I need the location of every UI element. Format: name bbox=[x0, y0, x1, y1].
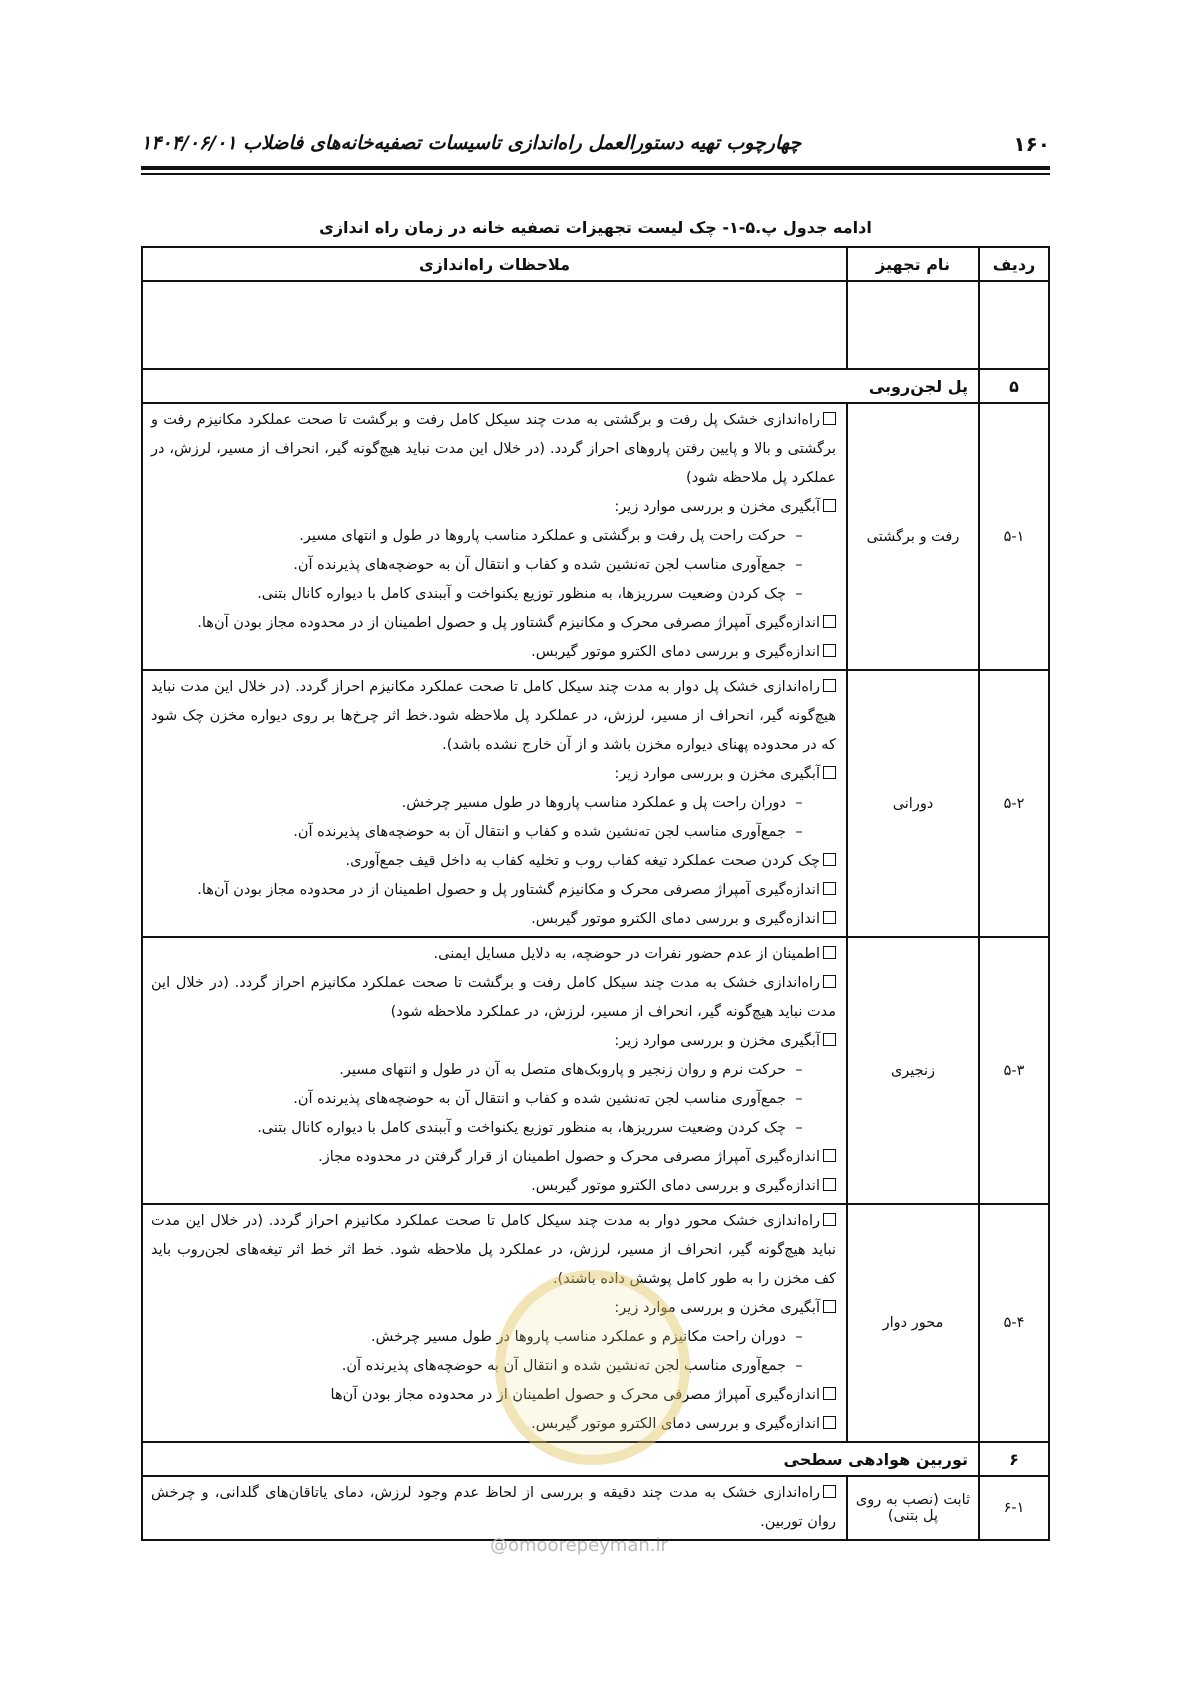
item-text: اندازه‌گیری و بررسی دمای الکترو موتور گیربس. bbox=[531, 911, 820, 927]
item-text: دوران راحت مکانیزم و عملکرد مناسب پاروها در طول مسیر چرخش. bbox=[371, 1329, 786, 1345]
empty-cell bbox=[847, 281, 979, 369]
dash-bullet: – bbox=[795, 1329, 803, 1345]
item-text: اندازه‌گیری آمپراژ مصرفی محرک و مکانیزم گشتاور پل و حصول اطمینان از در محدوده مجاز بودن آن‌ها. bbox=[197, 882, 820, 898]
checkbox-icon bbox=[823, 412, 836, 425]
sub-item bbox=[151, 580, 836, 609]
empty-cell bbox=[979, 281, 1049, 369]
checkbox-icon bbox=[823, 1149, 836, 1162]
section-row bbox=[142, 1442, 1049, 1476]
checkbox-icon bbox=[823, 946, 836, 959]
checkbox-icon bbox=[823, 499, 836, 512]
checkbox-icon bbox=[823, 1178, 836, 1191]
row-number: ۵-۴ bbox=[979, 1204, 1049, 1442]
item-text: حرکت راحت پل رفت و برگشتی و عملکرد مناسب پاروها در طول و انتهای مسیر. bbox=[299, 528, 786, 544]
item-text: راه‌اندازی خشک به مدت چند سیکل کامل رفت و برگشت تا صحت عملکرد مکانیزم احراز گردد. (در خلال این مدت نباید هیچ‌گونه گیر، انحراف از مسیر، لرزش، در عملکرد ملاحظه شود) bbox=[151, 975, 836, 1020]
item-text: راه‌اندازی خشک محور دوار به مدت چند سیکل کامل تا صحت عملکرد مکانیزم احراز گردد. (در خلال این مدت نباید هیچ‌گونه گیر، انحراف از مسیر، لرزش، در عملکرد پل ملاحظه شود. خط اثر خط اثر تیغه‌های لجن‌روب باید کف مخزن را به طور کامل پوشش داده باشند). bbox=[151, 1213, 836, 1287]
startup-notes bbox=[142, 1476, 847, 1540]
equipment-name: رفت و برگشتی bbox=[847, 403, 979, 670]
table-row bbox=[142, 1204, 1049, 1442]
checklist-item bbox=[151, 1027, 836, 1056]
checkbox-icon bbox=[823, 853, 836, 866]
item-text: اندازه‌گیری آمپراژ مصرفی محرک و حصول اطمینان از قرار گرفتن در محدوده مجاز. bbox=[318, 1149, 820, 1165]
checklist-item bbox=[151, 673, 836, 760]
row-number: ۵-۲ bbox=[979, 670, 1049, 937]
sub-item bbox=[151, 789, 836, 818]
running-title: چهارچوب تهیه دستورالعمل راه‌اندازی تاسیسات تصفیه‌خانه‌های فاضلاب ۱۴۰۴/۰۶/۰۱ bbox=[141, 132, 802, 154]
checklist-item bbox=[151, 760, 836, 789]
equipment-name: محور دوار bbox=[847, 1204, 979, 1442]
dash-bullet: – bbox=[795, 1062, 803, 1078]
checkbox-icon bbox=[823, 644, 836, 657]
checklist-item bbox=[151, 1143, 836, 1172]
item-text: اندازه‌گیری آمپراژ مصرفی محرک و مکانیزم گشتاور پل و حصول اطمینان از در محدوده مجاز بودن آن‌ها. bbox=[197, 615, 820, 631]
equipment-name: دورانی bbox=[847, 670, 979, 937]
item-text: آبگیری مخزن و بررسی موارد زیر: bbox=[614, 1300, 820, 1316]
checklist-item bbox=[151, 1381, 836, 1410]
item-text: اطمینان از عدم حضور نفرات در حوضچه، به دلایل مسایل ایمنی. bbox=[433, 946, 820, 962]
sub-item bbox=[151, 522, 836, 551]
checkbox-icon bbox=[823, 1033, 836, 1046]
sub-item bbox=[151, 1352, 836, 1381]
table-header-row bbox=[142, 247, 1049, 281]
header-equipment-name: نام تجهیز bbox=[847, 247, 979, 281]
checklist-item bbox=[151, 609, 836, 638]
row-number: ۶-۱ bbox=[979, 1476, 1049, 1540]
checkbox-icon bbox=[823, 1213, 836, 1226]
dash-bullet: – bbox=[795, 1358, 803, 1374]
page-header bbox=[141, 122, 1050, 160]
checklist-item bbox=[151, 1294, 836, 1323]
dash-bullet: – bbox=[795, 824, 803, 840]
table-row bbox=[142, 670, 1049, 937]
row-number: ۵-۳ bbox=[979, 937, 1049, 1204]
item-text: جمع‌آوری مناسب لجن ته‌نشین شده و انتقال آن به حوضچه‌های پذیرنده آن. bbox=[341, 1358, 786, 1374]
checklist-item bbox=[151, 406, 836, 493]
item-text: چک کردن وضعیت سرریزها، به منظور توزیع یکنواخت و آببندی کامل با دیواره کانال بتنی. bbox=[257, 586, 786, 602]
header-rule bbox=[141, 166, 1050, 170]
dash-bullet: – bbox=[795, 557, 803, 573]
item-text: اندازه‌گیری و بررسی دمای الکترو موتور گیربس. bbox=[531, 644, 820, 660]
item-text: راه‌اندازی خشک پل رفت و برگشتی به مدت چند سیکل کامل رفت و برگشت تا صحت عملکرد مکانیزم رفت و برگشتی و بالا و پایین رفتن پاروهای احراز گردد. (در خلال این مدت نباید هیچ‌گونه گیر، انحراف از مسیر، لرزش، در عملکرد پل ملاحظه شود) bbox=[151, 412, 836, 486]
checklist-item bbox=[151, 638, 836, 667]
sub-item bbox=[151, 1114, 836, 1143]
item-text: جمع‌آوری مناسب لجن ته‌نشین شده و کفاب و انتقال آن به حوضچه‌های پذیرنده آن. bbox=[293, 824, 786, 840]
section-row bbox=[142, 369, 1049, 403]
item-text: راه‌اندازی خشک پل دوار به مدت چند سیکل کامل تا صحت عملکرد مکانیزم احراز گردد. (در خلال این مدت نباید هیچ‌گونه گیر، انحراف از مسیر، لرزش، در عملکرد پل ملاحظه شود.خط اثر چرخ‌ها بر روی دیواره مخزن چک شود که در محدوده پهنای دیواره مخزن باشد و از آن خارج نشده باشد). bbox=[151, 679, 836, 753]
item-text: آبگیری مخزن و بررسی موارد زیر: bbox=[614, 766, 820, 782]
startup-notes bbox=[142, 1204, 847, 1442]
item-text: اندازه‌گیری و بررسی دمای الکترو موتور گیربس. bbox=[531, 1416, 820, 1432]
item-text: راه‌اندازی خشک به مدت چند دقیقه و بررسی از لحاظ عدم وجود لرزش، دمای یاتاقان‌های گلدانی، و چرخش روان توربین. bbox=[151, 1485, 836, 1530]
item-text: چک کردن صحت عملکرد تیغه کفاب روب و تخلیه کفاب به داخل قیف جمع‌آوری. bbox=[345, 853, 820, 869]
item-text: اندازه‌گیری و بررسی دمای الکترو موتور گیربس. bbox=[531, 1178, 820, 1194]
equipment-name: زنجیری bbox=[847, 937, 979, 1204]
empty-cell bbox=[142, 281, 847, 369]
equipment-checklist-table bbox=[141, 246, 1050, 1541]
table-row bbox=[142, 1476, 1049, 1540]
checkbox-icon bbox=[823, 975, 836, 988]
section-number: ۶ bbox=[979, 1442, 1049, 1476]
header-notes: ملاحظات راه‌اندازی bbox=[142, 247, 847, 281]
section-number: ۵ bbox=[979, 369, 1049, 403]
checklist-item bbox=[151, 847, 836, 876]
sub-item bbox=[151, 1323, 836, 1352]
dash-bullet: – bbox=[795, 1120, 803, 1136]
sub-item bbox=[151, 551, 836, 580]
item-text: آبگیری مخزن و بررسی موارد زیر: bbox=[614, 1033, 820, 1049]
dash-bullet: – bbox=[795, 586, 803, 602]
startup-notes bbox=[142, 670, 847, 937]
checkbox-icon bbox=[823, 882, 836, 895]
checklist-item bbox=[151, 905, 836, 934]
sub-item bbox=[151, 1085, 836, 1114]
watermark-site: @omoorepeyman.ir bbox=[490, 1535, 668, 1556]
checklist-item bbox=[151, 1172, 836, 1201]
checkbox-icon bbox=[823, 1485, 836, 1498]
table-caption: ادامه جدول پ.۵-۱- چک لیست تجهیزات تصفیه خانه در زمان راه اندازی bbox=[319, 218, 872, 237]
checkbox-icon bbox=[823, 679, 836, 692]
checklist-item bbox=[151, 876, 836, 905]
startup-notes bbox=[142, 937, 847, 1204]
checklist-item bbox=[151, 493, 836, 522]
dash-bullet: – bbox=[795, 795, 803, 811]
item-text: اندازه‌گیری آمپراژ مصرفی محرک و حصول اطمینان از در محدوده مجاز بودن آن‌ها bbox=[330, 1387, 820, 1403]
table-row bbox=[142, 403, 1049, 670]
item-text: چک کردن وضعیت سرریزها، به منظور توزیع یکنواخت و آببندی کامل با دیواره کانال بتنی. bbox=[257, 1120, 786, 1136]
checklist-item bbox=[151, 969, 836, 1027]
checkbox-icon bbox=[823, 766, 836, 779]
checkbox-icon bbox=[823, 615, 836, 628]
item-text: جمع‌آوری مناسب لجن ته‌نشین شده و کفاب و انتقال آن به حوضچه‌های پذیرنده آن. bbox=[293, 1091, 786, 1107]
checkbox-icon bbox=[823, 1387, 836, 1400]
table-row bbox=[142, 937, 1049, 1204]
row-number: ۵-۱ bbox=[979, 403, 1049, 670]
item-text: آبگیری مخزن و بررسی موارد زیر: bbox=[614, 499, 820, 515]
checklist-item bbox=[151, 1479, 836, 1537]
checkbox-icon bbox=[823, 1300, 836, 1313]
dash-bullet: – bbox=[795, 1091, 803, 1107]
startup-notes bbox=[142, 403, 847, 670]
checklist-item bbox=[151, 940, 836, 969]
checklist-item bbox=[151, 1207, 836, 1294]
equipment-name: ثابت (نصب به روی پل بتنی) bbox=[847, 1476, 979, 1540]
checklist-item bbox=[151, 1410, 836, 1439]
item-text: دوران راحت پل و عملکرد مناسب پاروها در طول مسیر چرخش. bbox=[401, 795, 786, 811]
page-number: ۱۶۰ bbox=[1013, 132, 1050, 156]
empty-row bbox=[142, 281, 1049, 369]
item-text: حرکت نرم و روان زنجیر و پاروبک‌های متصل به آن در طول و انتهای مسیر. bbox=[339, 1062, 786, 1078]
sub-item bbox=[151, 1056, 836, 1085]
item-text: جمع‌آوری مناسب لجن ته‌نشین شده و کفاب و انتقال آن به حوضچه‌های پذیرنده آن. bbox=[293, 557, 786, 573]
section-title: توربین هوادهی سطحی bbox=[142, 1442, 979, 1476]
section-title: پل لجن‌روبی bbox=[142, 369, 979, 403]
header-rule-thin bbox=[141, 173, 1050, 175]
checkbox-icon bbox=[823, 911, 836, 924]
header-row-number: ردیف bbox=[979, 247, 1049, 281]
dash-bullet: – bbox=[795, 528, 803, 544]
sub-item bbox=[151, 818, 836, 847]
checkbox-icon bbox=[823, 1416, 836, 1429]
